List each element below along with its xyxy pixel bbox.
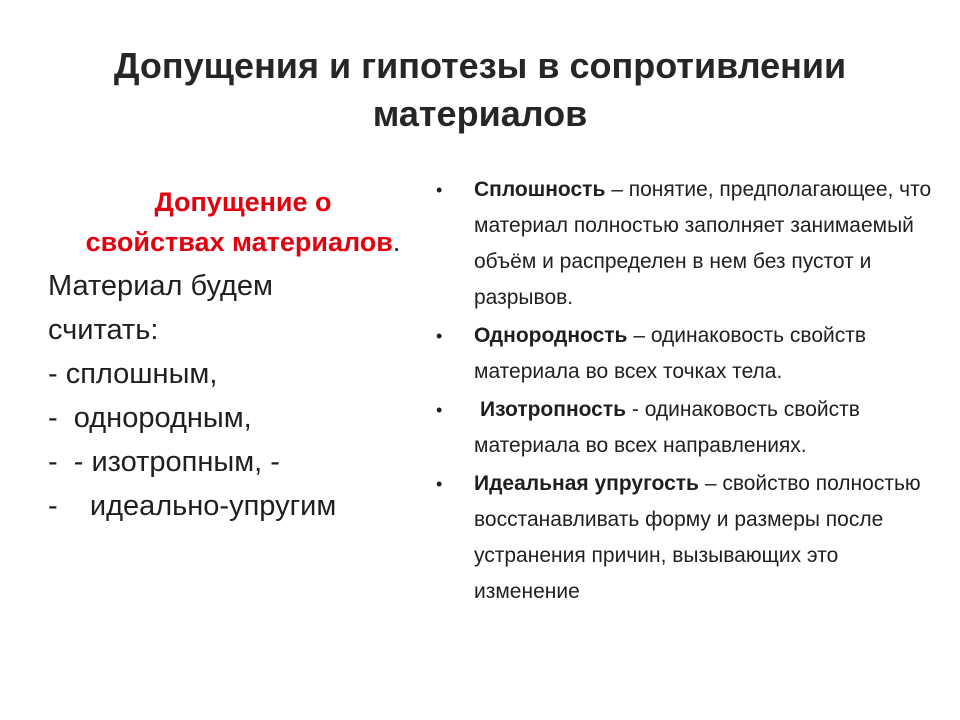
bullet-icon: •: [436, 180, 443, 200]
slide-title-line-2: материалов: [372, 93, 588, 134]
definition-item: [434, 318, 934, 390]
definition-term: Идеальная упругость: [474, 472, 699, 495]
bullet-icon: •: [436, 326, 443, 346]
assumptions-heading: [48, 182, 438, 262]
assumption-line: - сплошным,: [48, 358, 218, 390]
definition-text: - одинаковость свойств материала во всех направлениях.: [474, 398, 860, 457]
definition-term: Сплошность: [474, 178, 606, 201]
definition-term: Изотропность: [480, 398, 627, 421]
assumptions-heading-line-2-text: свойствах материалов: [85, 227, 393, 257]
slide-title: [40, 42, 920, 138]
assumption-line: - идеально-упругим: [48, 490, 337, 522]
definition-item: [434, 172, 934, 316]
assumption-line: Материал будем: [48, 270, 273, 302]
assumption-line: считать:: [48, 314, 159, 346]
definition-item: [434, 466, 934, 610]
assumption-line: - - изотропным, -: [48, 446, 280, 478]
assumptions-column: [48, 182, 438, 528]
definitions-list: [434, 172, 934, 612]
assumptions-heading-line-1: Допущение о: [154, 187, 332, 217]
assumption-line: - однородным,: [48, 402, 252, 434]
definition-text: – одинаковость свойств материала во всех точках тела.: [474, 324, 867, 383]
assumptions-heading-period: .: [392, 227, 401, 257]
definition-text: – свойство полностью восстанавливать форму и размеры после устранения причин, вызывающих это изменение: [474, 472, 921, 603]
definition-term: Однородность: [474, 324, 628, 347]
definition-text: – понятие, предполагающее, что материал полностью заполняет занимаемый объём и распределен в нем без пустот и разрывов.: [474, 178, 932, 309]
slide-title-line-1: Допущения и гипотезы в сопротивлении: [113, 45, 847, 86]
bullet-icon: •: [436, 400, 443, 420]
bullet-icon: •: [436, 474, 443, 494]
definition-item: [434, 392, 934, 464]
assumptions-heading-line-2: [48, 222, 438, 262]
